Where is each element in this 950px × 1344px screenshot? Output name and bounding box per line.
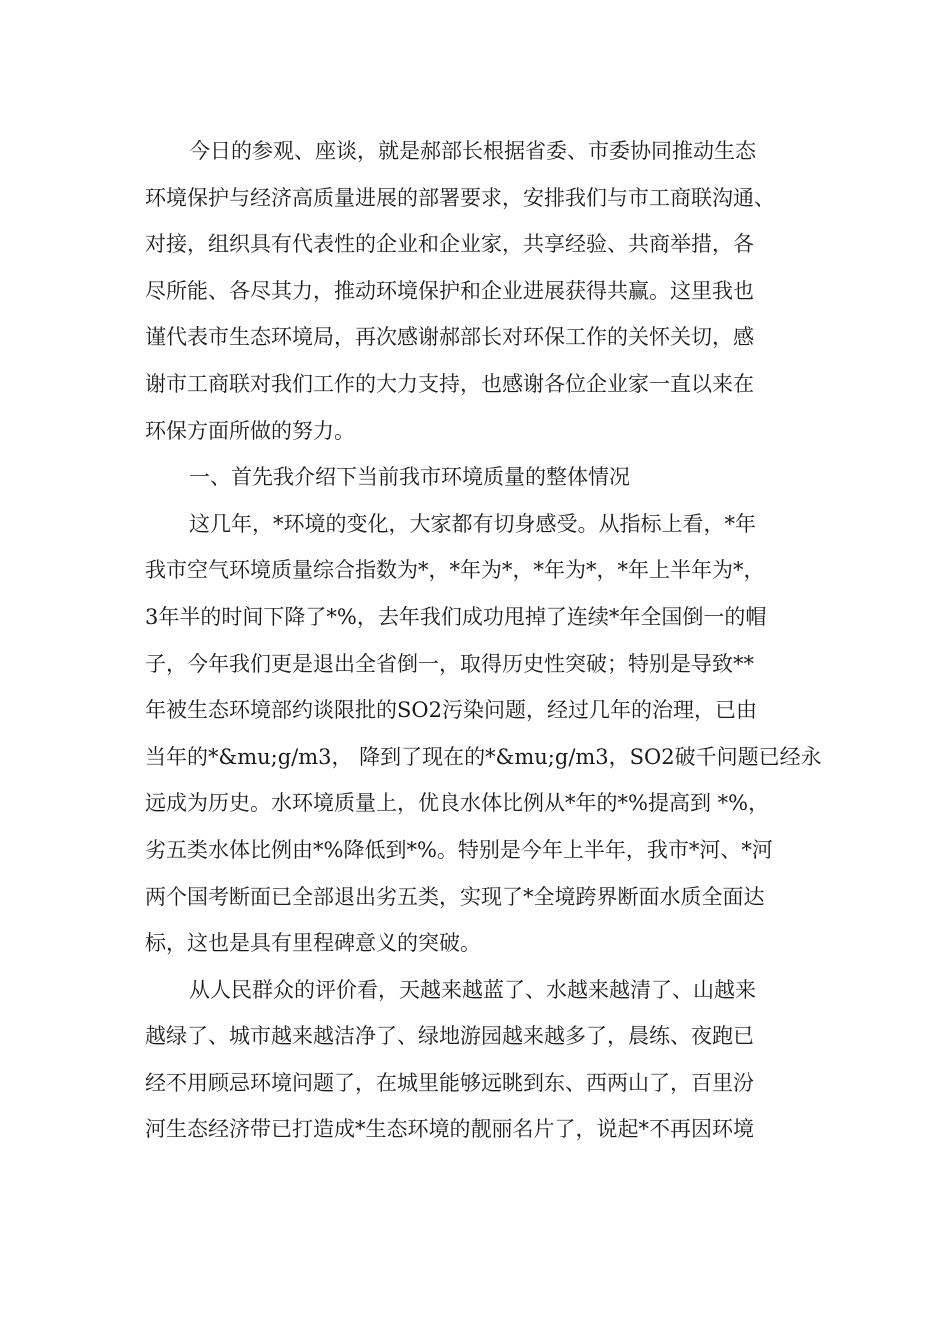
paragraph-indicators (145, 501, 822, 967)
text-line: 谨代表市生态环境局，再次感谢郝部长对环保工作的关怀关切，感 (145, 325, 754, 350)
paragraph-intro (145, 128, 810, 454)
text-line: 经不用顾忌环境问题了，在城里能够远眺到东、西两山了，百里汾 (145, 1070, 754, 1095)
text-line: 尽所能、各尽其力，推动环境保护和企业进展获得共赢。这里我也 (145, 278, 754, 303)
text-line: 越绿了、城市越来越洁净了、绿地游园越来越多了，晨练、夜跑已 (145, 1024, 754, 1049)
text-line: 对接，组织具有代表性的企业和企业家，共享经验、共商举措，各 (145, 232, 754, 257)
text-line: 从人民群众的评价看，天越来越蓝了、水越来越清了、山越来 (189, 977, 756, 1002)
text-line: 谢市工商联对我们工作的大力支持，也感谢各位企业家一直以来在 (145, 371, 754, 396)
text-line: 我市空气环境质量综合指数为*，*年为*，*年为*，*年上半年为*， (145, 558, 765, 583)
document-body (145, 128, 822, 1153)
section-heading (145, 454, 810, 501)
text-line: 河生态经济带已打造成*生态环境的靓丽名片了，说起*不再因环境 (145, 1117, 754, 1142)
text-line: 今日的参观、座谈，就是郝部长根据省委、市委协同推动生态 (189, 139, 756, 163)
text-line: 环境保护与经济高质量进展的部署要求，安排我们与市工商联沟通、 (145, 185, 775, 210)
text-line: 环保方面所做的努力。 (145, 418, 355, 443)
text-line: 当年的*&mu;g/m3， 降到了现在的*&mu;g/m3，SO2破千问题已经永 (145, 744, 822, 769)
text-line: 远成为历史。水环境质量上，优良水体比例从*年的*%提高到 *%， (145, 791, 770, 816)
text-line: 标，这也是具有里程碑意义的突破。 (145, 931, 481, 956)
text-line: 两个国考断面已全部退出劣五类，实现了*全境跨界断面水质全面达 (145, 884, 765, 909)
text-line: 年被生态环境部约谈限批的SO2污染问题，经过几年的治理，已由 (145, 698, 757, 723)
text-line: 这几年，*环境的变化，大家都有切身感受。从指标上看，*年 (189, 511, 756, 536)
text-line: 劣五类水体比例由*%降低到*%。特别是今年上半年，我市*河、*河 (145, 837, 773, 862)
text-line: 子，今年我们更是退出全省倒一，取得历史性突破；特别是导致** (145, 651, 754, 676)
heading-line: 一、首先我介绍下当前我市环境质量的整体情况 (189, 465, 630, 490)
paragraph-public-evaluation (145, 967, 810, 1153)
text-line: 3年半的时间下降了*%，去年我们成功甩掉了连续*年全国倒一的帽 (145, 604, 767, 629)
